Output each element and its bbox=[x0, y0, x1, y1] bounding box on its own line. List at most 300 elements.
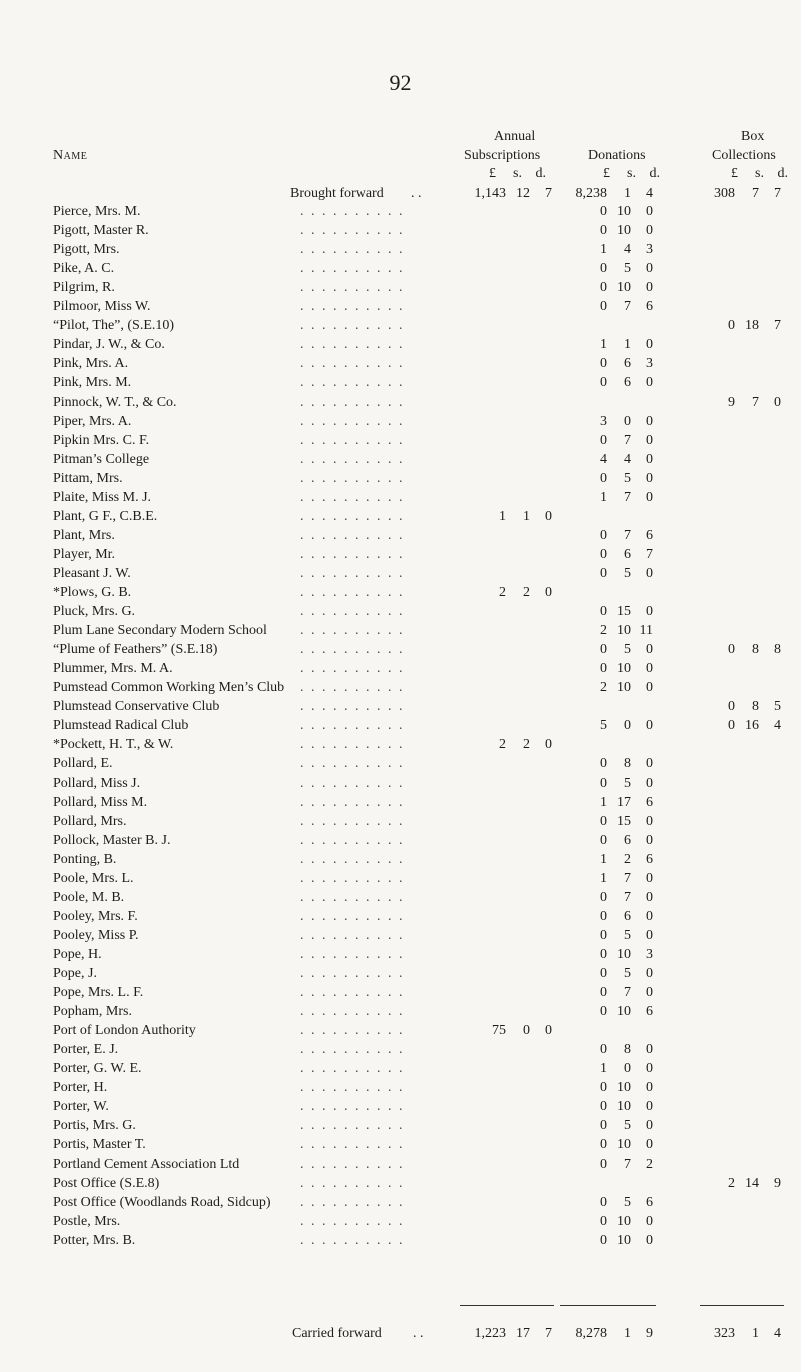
dot-leader: . . . . . . . . . . bbox=[300, 718, 405, 733]
amount-shillings: 7 bbox=[624, 871, 631, 886]
amount-pence: 0 bbox=[774, 395, 781, 410]
amount-shillings: 7 bbox=[624, 985, 631, 1000]
entry-donations-amount bbox=[563, 280, 653, 296]
entry-donations-amount bbox=[563, 452, 653, 468]
amount-shillings: 2 bbox=[523, 737, 530, 752]
entry-name: Pollock, Master B. J. bbox=[53, 833, 171, 848]
amount-pence: 9 bbox=[774, 1176, 781, 1191]
entry-name: Portland Cement Association Ltd bbox=[53, 1157, 240, 1172]
dot-leader: . . . . . . . . . . bbox=[300, 985, 405, 1000]
entry-donations-amount bbox=[563, 375, 653, 391]
entry-box-amount bbox=[703, 1176, 781, 1192]
amount-pence: 0 bbox=[646, 966, 653, 981]
header-box-line2: Collections bbox=[712, 148, 776, 163]
entry-donations-amount bbox=[563, 261, 653, 277]
entry-donations-amount bbox=[563, 756, 653, 772]
dot-leader: . . . . . . . . . . bbox=[300, 1004, 405, 1019]
amount-pounds: 0 bbox=[600, 985, 607, 1000]
amount-pounds: 0 bbox=[600, 471, 607, 486]
amount-shillings: 0 bbox=[624, 414, 631, 429]
amount-shillings: 7 bbox=[624, 299, 631, 314]
amount-pence: 0 bbox=[646, 1042, 653, 1057]
entry-donations-amount bbox=[563, 1080, 653, 1096]
dot-leader: . . . . . . . . . . bbox=[300, 776, 405, 791]
amount-shillings: 10 bbox=[617, 223, 631, 238]
amount-shillings: 0 bbox=[624, 718, 631, 733]
entry-donations-amount bbox=[563, 890, 653, 906]
amount-shillings: 15 bbox=[617, 814, 631, 829]
amount-shillings: 8 bbox=[624, 1042, 631, 1057]
carried-forward-box bbox=[703, 1326, 781, 1342]
entry-name: Pollard, Miss M. bbox=[53, 795, 148, 810]
header-name: Name bbox=[53, 148, 88, 163]
amount-pounds: 0 bbox=[600, 833, 607, 848]
amount-shillings: 5 bbox=[624, 471, 631, 486]
amount-pence: 6 bbox=[646, 852, 653, 867]
amount-pence: 0 bbox=[646, 1233, 653, 1248]
amount-pence: 0 bbox=[646, 642, 653, 657]
amount-pounds: 0 bbox=[600, 223, 607, 238]
dot-leader: . . . . . . . . . . bbox=[300, 1157, 405, 1172]
amount-shillings: 0 bbox=[523, 1023, 530, 1038]
entry-donations-amount bbox=[563, 1233, 653, 1249]
header-donations: Donations bbox=[588, 148, 646, 163]
amount-pence: 0 bbox=[545, 737, 552, 752]
amount-shillings: 7 bbox=[624, 528, 631, 543]
entry-donations-amount bbox=[563, 909, 653, 925]
dot-leader: . . . . . . . . . . bbox=[300, 814, 405, 829]
amount-pence: 0 bbox=[646, 414, 653, 429]
amount-pence: 0 bbox=[646, 890, 653, 905]
amount-shillings: 6 bbox=[624, 356, 631, 371]
entry-name: Plumstead Conservative Club bbox=[53, 699, 220, 714]
entry-donations-amount bbox=[563, 490, 653, 506]
dot-leader: . . . . . . . . . . bbox=[300, 1023, 405, 1038]
entry-donations-amount bbox=[563, 966, 653, 982]
amount-pounds: 0 bbox=[600, 928, 607, 943]
amount-shillings: 10 bbox=[617, 280, 631, 295]
dot-leader: . . . . . . . . . . bbox=[300, 547, 405, 562]
entry-name: Pilgrim, R. bbox=[53, 280, 115, 295]
entry-name: Pipkin Mrs. C. F. bbox=[53, 433, 150, 448]
carried-forward-annual bbox=[462, 1326, 552, 1342]
amount-pounds: 0 bbox=[600, 1042, 607, 1057]
unit-pounds: £ bbox=[489, 166, 496, 181]
entry-name: Pleasant J. W. bbox=[53, 566, 131, 581]
amount-pence: 6 bbox=[646, 528, 653, 543]
dot-leader: . . . . . . . . . . bbox=[300, 890, 405, 905]
entry-donations-amount bbox=[563, 528, 653, 544]
dot-leader: . . . . . . . . . . bbox=[300, 566, 405, 581]
dot-leader: . . . . . . . . . . bbox=[300, 604, 405, 619]
dot-leader: . . . . . . . . . . bbox=[300, 223, 405, 238]
entry-donations-amount bbox=[563, 718, 653, 734]
amount-pounds: 2 bbox=[499, 737, 506, 752]
amount-pounds: 1 bbox=[600, 871, 607, 886]
amount-pounds: 0 bbox=[600, 909, 607, 924]
amount-shillings: 1 bbox=[624, 337, 631, 352]
amount-shillings: 4 bbox=[624, 452, 631, 467]
entry-name: Pigott, Master R. bbox=[53, 223, 149, 238]
amount-shillings: 7 bbox=[752, 395, 759, 410]
entry-name: Piper, Mrs. A. bbox=[53, 414, 132, 429]
amount-pence: 0 bbox=[646, 985, 653, 1000]
amount-pounds: 0 bbox=[600, 1099, 607, 1114]
entry-donations-amount bbox=[563, 642, 653, 658]
entry-name: Pope, H. bbox=[53, 947, 102, 962]
entry-donations-amount bbox=[563, 414, 653, 430]
amount-pence: 0 bbox=[646, 433, 653, 448]
amount-pounds: 8,238 bbox=[575, 186, 607, 201]
amount-shillings: 8 bbox=[624, 756, 631, 771]
amount-shillings: 2 bbox=[523, 585, 530, 600]
carried-forward-donations bbox=[563, 1326, 653, 1342]
amount-pounds: 75 bbox=[492, 1023, 506, 1038]
entry-name: Post Office (Woodlands Road, Sidcup) bbox=[53, 1195, 271, 1210]
amount-pence: 0 bbox=[545, 509, 552, 524]
amount-pounds: 0 bbox=[600, 1004, 607, 1019]
entry-donations-amount bbox=[563, 1137, 653, 1153]
amount-pence: 4 bbox=[646, 186, 653, 201]
amount-pounds: 0 bbox=[600, 661, 607, 676]
total-rule-donations bbox=[560, 1305, 656, 1306]
amount-pounds: 2 bbox=[499, 585, 506, 600]
amount-shillings: 17 bbox=[516, 1326, 530, 1341]
entry-name: Pollard, Miss J. bbox=[53, 776, 141, 791]
amount-pence: 0 bbox=[646, 490, 653, 505]
entry-name: Pigott, Mrs. bbox=[53, 242, 120, 257]
amount-shillings: 10 bbox=[617, 1137, 631, 1152]
total-rule-annual bbox=[460, 1305, 554, 1306]
amount-pence: 0 bbox=[646, 1118, 653, 1133]
entry-box-amount bbox=[703, 718, 781, 734]
amount-shillings: 5 bbox=[624, 642, 631, 657]
amount-pounds: 0 bbox=[600, 1233, 607, 1248]
unit-shillings: s. bbox=[513, 166, 522, 181]
amount-shillings: 5 bbox=[624, 261, 631, 276]
amount-pounds: 3 bbox=[600, 414, 607, 429]
entry-name: Pluck, Mrs. G. bbox=[53, 604, 136, 619]
entry-donations-amount bbox=[563, 776, 653, 792]
amount-pounds: 0 bbox=[600, 776, 607, 791]
entry-box-amount bbox=[703, 395, 781, 411]
unit-pence: d. bbox=[777, 166, 788, 181]
entry-name: Pike, A. C. bbox=[53, 261, 115, 276]
entry-name: Player, Mr. bbox=[53, 547, 116, 562]
dot-leader: . . . . . . . . . . bbox=[300, 909, 405, 924]
amount-pence: 0 bbox=[646, 661, 653, 676]
amount-pence: 0 bbox=[646, 928, 653, 943]
amount-shillings: 7 bbox=[624, 890, 631, 905]
amount-pounds: 2 bbox=[600, 623, 607, 638]
amount-shillings: 1 bbox=[624, 1326, 631, 1341]
amount-pounds: 0 bbox=[728, 699, 735, 714]
dot-leader: . . . . . . . . . . bbox=[300, 318, 405, 333]
entry-name: Pope, Mrs. L. F. bbox=[53, 985, 144, 1000]
page-number: 92 bbox=[389, 70, 412, 95]
dot-leader: . . . . . . . . . . bbox=[300, 414, 405, 429]
dot-leader: . . . . . . . . . . bbox=[300, 642, 405, 657]
amount-pounds: 0 bbox=[600, 299, 607, 314]
amount-shillings: 2 bbox=[624, 852, 631, 867]
dot-leader: . . . . . . . . . . bbox=[300, 871, 405, 886]
amount-pence: 0 bbox=[646, 1061, 653, 1076]
amount-shillings: 5 bbox=[624, 966, 631, 981]
amount-pounds: 1 bbox=[600, 795, 607, 810]
amount-pence: 7 bbox=[545, 1326, 552, 1341]
entry-name: Post Office (S.E.8) bbox=[53, 1176, 160, 1191]
amount-pounds: 0 bbox=[600, 280, 607, 295]
amount-shillings: 16 bbox=[745, 718, 759, 733]
entry-donations-amount bbox=[563, 680, 653, 696]
amount-pounds: 0 bbox=[728, 642, 735, 657]
amount-pence: 0 bbox=[545, 585, 552, 600]
entry-name: Plummer, Mrs. M. A. bbox=[53, 661, 173, 676]
brought-forward-label: Brought forward bbox=[290, 186, 384, 201]
amount-pounds: 1 bbox=[600, 490, 607, 505]
amount-pence: 0 bbox=[646, 337, 653, 352]
dot-leader: . . . . . . . . . . bbox=[300, 395, 405, 410]
amount-shillings: 18 bbox=[745, 318, 759, 333]
dot-leader: . . . . . . . . . . bbox=[300, 852, 405, 867]
entry-name: Pooley, Miss P. bbox=[53, 928, 139, 943]
amount-pence: 0 bbox=[646, 1080, 653, 1095]
entry-donations-amount bbox=[563, 242, 653, 258]
amount-shillings: 0 bbox=[624, 1061, 631, 1076]
entry-name: Porter, G. W. E. bbox=[53, 1061, 142, 1076]
amount-pence: 5 bbox=[774, 699, 781, 714]
dot-leader: . . . . . . . . . . bbox=[300, 337, 405, 352]
dot-leader: . . . . . . . . . . bbox=[300, 699, 405, 714]
dot-leader: . . . . . . . . . . bbox=[300, 356, 405, 371]
entry-name: Pumstead Common Working Men’s Club bbox=[53, 680, 285, 695]
amount-shillings: 10 bbox=[617, 1099, 631, 1114]
amount-shillings: 4 bbox=[624, 242, 631, 257]
amount-pounds: 0 bbox=[600, 1137, 607, 1152]
amount-pounds: 0 bbox=[728, 318, 735, 333]
unit-pounds: £ bbox=[603, 166, 610, 181]
entry-name: Portis, Master T. bbox=[53, 1137, 146, 1152]
amount-pounds: 0 bbox=[600, 204, 607, 219]
dot-leader: . . . . . . . . . . bbox=[300, 1137, 405, 1152]
amount-pence: 0 bbox=[646, 680, 653, 695]
amount-pence: 0 bbox=[646, 814, 653, 829]
amount-pence: 0 bbox=[646, 776, 653, 791]
amount-pence: 7 bbox=[646, 547, 653, 562]
amount-pounds: 0 bbox=[600, 375, 607, 390]
dot-leader: . . . . . . . . . . bbox=[300, 1214, 405, 1229]
amount-shillings: 10 bbox=[617, 1214, 631, 1229]
amount-pounds: 1 bbox=[499, 509, 506, 524]
entry-donations-amount bbox=[563, 471, 653, 487]
amount-shillings: 8 bbox=[752, 699, 759, 714]
amount-pence: 0 bbox=[646, 280, 653, 295]
dot-leader: . . . . . . . . . . bbox=[300, 585, 405, 600]
entry-box-amount bbox=[703, 642, 781, 658]
amount-pounds: 0 bbox=[600, 966, 607, 981]
amount-shillings: 1 bbox=[624, 186, 631, 201]
amount-pence: 0 bbox=[646, 909, 653, 924]
entry-annual-amount bbox=[462, 585, 552, 601]
dot-leader: . . . . . . . . . . bbox=[300, 1099, 405, 1114]
amount-shillings: 8 bbox=[752, 642, 759, 657]
dot-leader: . . . . . . . . . . bbox=[300, 280, 405, 295]
unit-pence: d. bbox=[535, 166, 546, 181]
entry-name: Poole, M. B. bbox=[53, 890, 125, 905]
entry-name: Porter, E. J. bbox=[53, 1042, 119, 1057]
entry-name: Pope, J. bbox=[53, 966, 97, 981]
dot-leader: . . . . . . . . . . bbox=[300, 242, 405, 257]
amount-shillings: 5 bbox=[624, 928, 631, 943]
entry-donations-amount bbox=[563, 1099, 653, 1115]
entry-name: “Pilot, The”, (S.E.10) bbox=[53, 318, 175, 333]
entry-donations-amount bbox=[563, 1004, 653, 1020]
dot-leader: . . . . . . . . . . bbox=[300, 490, 405, 505]
amount-pence: 0 bbox=[646, 261, 653, 276]
entry-donations-amount bbox=[563, 1061, 653, 1077]
header-annual-line1: Annual bbox=[494, 129, 536, 144]
entry-name: Porter, W. bbox=[53, 1099, 109, 1114]
amount-pence: 0 bbox=[646, 1099, 653, 1114]
dot-leader: . . . . . . . . . . bbox=[300, 795, 405, 810]
amount-pounds: 0 bbox=[600, 642, 607, 657]
brought-forward-leader: . . bbox=[411, 186, 422, 201]
entry-name: Plant, Mrs. bbox=[53, 528, 115, 543]
amount-shillings: 6 bbox=[624, 909, 631, 924]
amount-pounds: 0 bbox=[600, 261, 607, 276]
entry-donations-amount bbox=[563, 1214, 653, 1230]
entry-donations-amount bbox=[563, 604, 653, 620]
amount-shillings: 6 bbox=[624, 375, 631, 390]
amount-shillings: 1 bbox=[752, 1326, 759, 1341]
amount-shillings: 5 bbox=[624, 1118, 631, 1133]
entry-donations-amount bbox=[563, 852, 653, 868]
amount-shillings: 17 bbox=[617, 795, 631, 810]
entry-name: Plant, G F., C.B.E. bbox=[53, 509, 158, 524]
dot-leader: . . . . . . . . . . bbox=[300, 1176, 405, 1191]
dot-leader: . . . . . . . . . . bbox=[300, 452, 405, 467]
entry-name: Pooley, Mrs. F. bbox=[53, 909, 138, 924]
amount-pounds: 4 bbox=[600, 452, 607, 467]
amount-pounds: 0 bbox=[600, 756, 607, 771]
total-rule-box bbox=[700, 1305, 784, 1306]
dot-leader: . . . . . . . . . . bbox=[300, 1042, 405, 1057]
entry-donations-amount bbox=[563, 623, 653, 639]
entry-name: Plum Lane Secondary Modern School bbox=[53, 623, 267, 638]
entry-name: Postle, Mrs. bbox=[53, 1214, 121, 1229]
amount-pounds: 0 bbox=[728, 718, 735, 733]
entry-name: Popham, Mrs. bbox=[53, 1004, 132, 1019]
amount-shillings: 10 bbox=[617, 661, 631, 676]
entry-donations-amount bbox=[563, 928, 653, 944]
amount-pounds: 0 bbox=[600, 814, 607, 829]
entry-name: Pollard, Mrs. bbox=[53, 814, 127, 829]
dot-leader: . . . . . . . . . . bbox=[300, 623, 405, 638]
amount-pounds: 0 bbox=[600, 1195, 607, 1210]
entry-name: Pilmoor, Miss W. bbox=[53, 299, 151, 314]
dot-leader: . . . . . . . . . . bbox=[300, 528, 405, 543]
entry-donations-amount bbox=[563, 1118, 653, 1134]
entry-name: Pink, Mrs. M. bbox=[53, 375, 132, 390]
amount-pence: 7 bbox=[545, 186, 552, 201]
entry-name: Pitman’s College bbox=[53, 452, 150, 467]
amount-pence: 0 bbox=[646, 833, 653, 848]
dot-leader: . . . . . . . . . . bbox=[300, 1080, 405, 1095]
entry-name: Plumstead Radical Club bbox=[53, 718, 189, 733]
dot-leader: . . . . . . . . . . bbox=[300, 471, 405, 486]
amount-pence: 0 bbox=[646, 1137, 653, 1152]
amount-pounds: 0 bbox=[600, 1214, 607, 1229]
entry-donations-amount bbox=[563, 1157, 653, 1173]
amount-shillings: 15 bbox=[617, 604, 631, 619]
entry-name: Ponting, B. bbox=[53, 852, 117, 867]
entry-annual-amount bbox=[462, 737, 552, 753]
dot-leader: . . . . . . . . . . bbox=[300, 375, 405, 390]
amount-pence: 7 bbox=[774, 186, 781, 201]
amount-pence: 2 bbox=[646, 1157, 653, 1172]
entry-name: Port of London Authority bbox=[53, 1023, 196, 1038]
amount-shillings: 6 bbox=[624, 833, 631, 848]
amount-pence: 6 bbox=[646, 1004, 653, 1019]
amount-pence: 0 bbox=[646, 1214, 653, 1229]
amount-pence: 0 bbox=[646, 871, 653, 886]
entry-donations-amount bbox=[563, 947, 653, 963]
amount-pounds: 308 bbox=[714, 186, 735, 201]
amount-pounds: 0 bbox=[600, 433, 607, 448]
amount-pence: 3 bbox=[646, 947, 653, 962]
dot-leader: . . . . . . . . . . bbox=[300, 1195, 405, 1210]
amount-pence: 0 bbox=[646, 204, 653, 219]
entry-donations-amount bbox=[563, 433, 653, 449]
amount-pence: 0 bbox=[646, 756, 653, 771]
amount-pence: 9 bbox=[646, 1326, 653, 1341]
dot-leader: . . . . . . . . . . bbox=[300, 756, 405, 771]
amount-pounds: 0 bbox=[600, 1118, 607, 1133]
amount-pounds: 0 bbox=[600, 528, 607, 543]
entry-donations-amount bbox=[563, 1042, 653, 1058]
amount-pence: 0 bbox=[646, 604, 653, 619]
entry-name: “Plume of Feathers” (S.E.18) bbox=[53, 642, 218, 657]
header-box-line1: Box bbox=[741, 129, 765, 144]
amount-pounds: 0 bbox=[600, 356, 607, 371]
entry-name: *Pockett, H. T., & W. bbox=[53, 737, 174, 752]
carried-forward-leader: . . bbox=[413, 1326, 424, 1341]
amount-shillings: 5 bbox=[624, 566, 631, 581]
amount-pounds: 0 bbox=[600, 1157, 607, 1172]
amount-pounds: 1,223 bbox=[474, 1326, 506, 1341]
entry-donations-amount bbox=[563, 566, 653, 582]
amount-pence: 7 bbox=[774, 318, 781, 333]
entry-annual-amount bbox=[462, 1023, 552, 1039]
amount-pence: 0 bbox=[646, 375, 653, 390]
entry-donations-amount bbox=[563, 871, 653, 887]
entry-name: Poole, Mrs. L. bbox=[53, 871, 134, 886]
entry-donations-amount bbox=[563, 337, 653, 353]
amount-shillings: 5 bbox=[624, 1195, 631, 1210]
entry-name: Pierce, Mrs. M. bbox=[53, 204, 141, 219]
amount-pounds: 1 bbox=[600, 242, 607, 257]
dot-leader: . . . . . . . . . . bbox=[300, 737, 405, 752]
amount-pence: 11 bbox=[639, 623, 653, 638]
amount-pence: 4 bbox=[774, 718, 781, 733]
amount-shillings: 7 bbox=[752, 186, 759, 201]
amount-shillings: 10 bbox=[617, 947, 631, 962]
carried-forward-label: Carried forward bbox=[292, 1326, 382, 1341]
amount-pounds: 1 bbox=[600, 1061, 607, 1076]
amount-pence: 8 bbox=[774, 642, 781, 657]
dot-leader: . . . . . . . . . . bbox=[300, 1061, 405, 1076]
amount-shillings: 10 bbox=[617, 204, 631, 219]
